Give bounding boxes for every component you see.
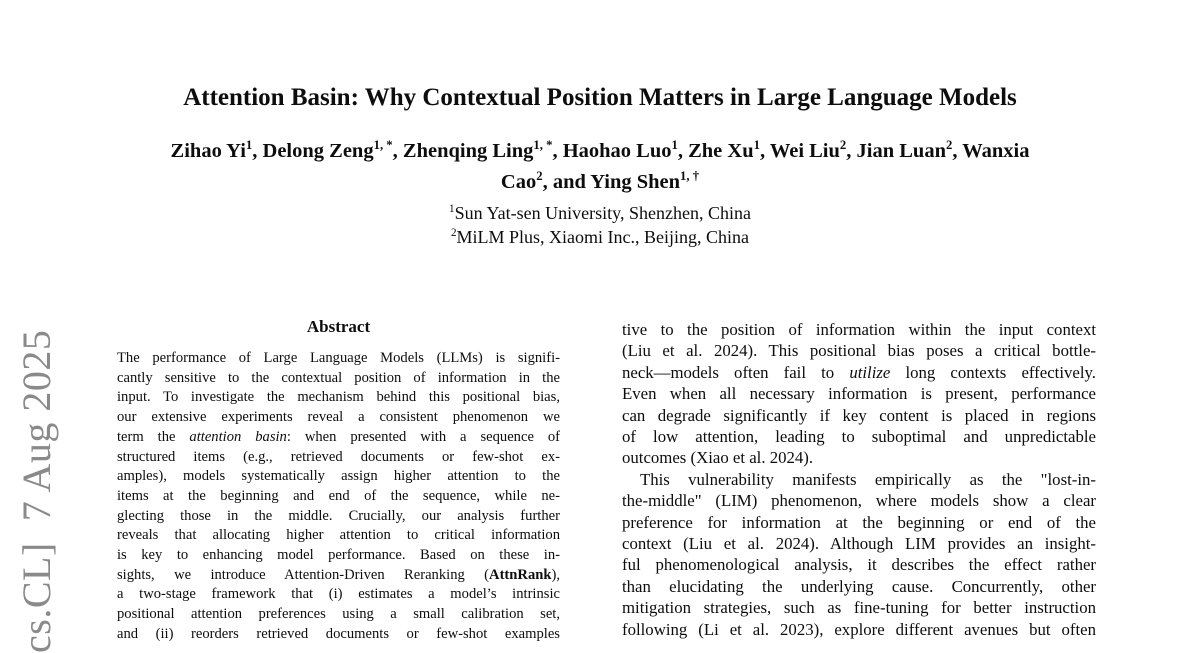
intro-column (622, 319, 1096, 640)
author-line: Cao$^2$, and Ying Shen$^{1, \dagger}$ (500, 169, 700, 193)
abstract-line: and (ii) reorders retrieved documents or few-shot examples (117, 625, 560, 642)
body-line: preference for information at the beginning or end of the (622, 512, 1096, 532)
body-line: mitigation strategies, such as fine-tuning for better instruction (622, 598, 1096, 618)
abstract-line: term the attention basin: when presented with a sequence of (117, 428, 561, 445)
affiliation-line: $^2$MiLM Plus, Xiaomi Inc., Beijing, China (450, 226, 750, 247)
abstract-line: The performance of Large Language Models (LLMs) is signifi- (117, 350, 560, 366)
body-line: outcomes (Xiao et al. 2024). (622, 448, 814, 468)
body-line: the-middle" (LIM) phenomenon, where models show a clear (622, 491, 1096, 511)
author-line: Zihao Yi$^1$, Delong Zeng$^{1, *}$, Zhenqing Ling$^{1, *}$, Haohao Luo$^1$, Zhe Xu$^1$, Wei Liu$^2$, Jian Luan$^2$, Wanxia (170, 138, 1030, 162)
affiliations (0, 202, 1200, 249)
abstract-line: positional attention preferences using a small calibration set, (117, 606, 560, 623)
abstract-line: sights, we introduce Attention-Driven Reranking (AttnRank), (117, 566, 560, 583)
body-line: than elucidating the underlying cause. Concurrently, other (622, 576, 1096, 596)
abstract-line: cantly sensitive to the contextual position of information in the (117, 369, 560, 386)
body-line: This vulnerability manifests empirically as the "lost-in- (640, 469, 1096, 489)
abstract-body (117, 349, 560, 645)
body-line: Even when all necessary information is present, performance (622, 384, 1096, 404)
abstract-line: glecting those in the middle. Crucially, our analysis further (117, 507, 560, 524)
body-line: of low attention, leading to suboptimal and unpredictable (622, 427, 1096, 447)
body-line: ful phenomenological analysis, it describes the effect rather (622, 555, 1096, 575)
author-list (0, 136, 1200, 198)
abstract-section (117, 318, 560, 645)
abstract-line: structured items (e.g., retrieved documents or few-shot ex- (117, 448, 560, 465)
paper-title: Attention Basin: Why Contextual Position Matters in Large Language Models (183, 84, 1017, 111)
body-line: (Liu et al. 2024). This positional bias poses a critical bottle- (622, 341, 1096, 361)
abstract-line: reveals that allocating higher attention to critical information (117, 527, 560, 544)
body-line: can degrade significantly if key content is placed in regions (622, 405, 1096, 425)
body-line: following (Li et al. 2023), explore different avenues but often (622, 619, 1096, 639)
abstract-line: a two-stage framework that (i) estimates a model’s intrinsic (117, 586, 560, 603)
body-line: neck—models often fail to utilize long contexts effectively. (622, 362, 1096, 382)
abstract-line: is key to enhancing model performance. Based on these in- (117, 547, 560, 564)
body-line: tive to the position of information within the input context (622, 320, 1096, 339)
abstract-line: items at the beginning and end of the sequence, while ne- (117, 487, 560, 504)
abstract-line: input. To investigate the mechanism behind this positional bias, (117, 389, 560, 406)
abstract-heading: Abstract (306, 317, 371, 336)
abstract-line: our extensive experiments reveal a consistent phenomenon we (117, 409, 560, 426)
body-line: context (Liu et al. 2024). Although LIM provides an insight- (622, 534, 1096, 554)
affiliation-line: $^1$Sun Yat-sen University, Shenzhen, China (449, 203, 751, 223)
arxiv-watermark: cs.CL] 7 Aug 2025 (14, 329, 59, 653)
abstract-line: amples), models systematically assign higher attention to the (117, 468, 560, 485)
